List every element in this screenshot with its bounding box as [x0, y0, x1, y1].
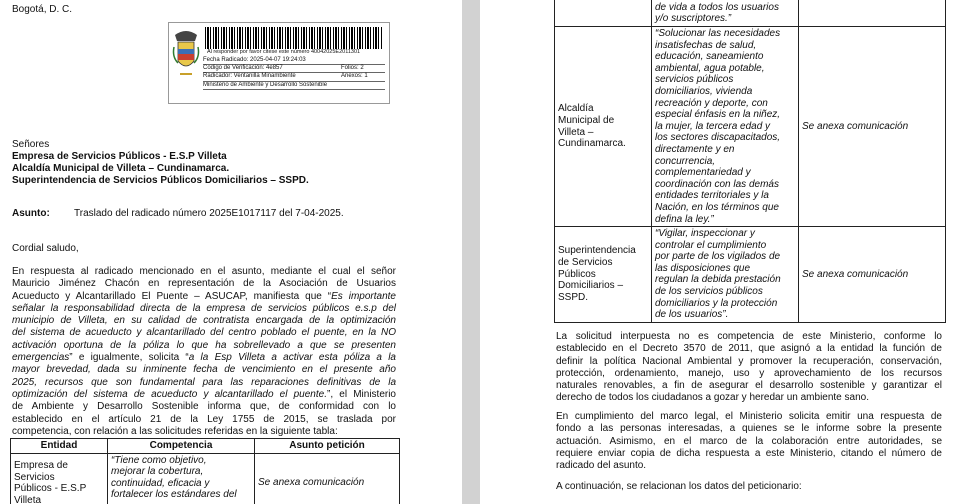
cell-line: Municipal de [558, 114, 615, 126]
header-competencia: Competencia [108, 439, 255, 454]
body-line: establecido en el artículo 21 de la Ley 1755 de 2015, se traslada por [12, 413, 396, 425]
cell-line: concurrencia, [655, 155, 716, 167]
cell-line: Villeta [14, 494, 42, 504]
cell-line: domiciliarios, vivienda [655, 85, 753, 97]
body-line: establecido en el Decreto 3570 de 2011, que asignó a la entidad la función de [556, 343, 942, 355]
barcode-caption: Al responder por favor citese este número 40042025E2011301 [207, 49, 361, 55]
body-line: Acueducto y Alcantarillado El Puente – ASUCAP, manifiesta que “Es importante [12, 290, 396, 302]
cell-line: “Tiene como objetivo, [111, 454, 207, 466]
stamp-folios: Folios: 2 [341, 65, 364, 72]
cell-line: los sectores discapacitados, [655, 132, 781, 144]
cell-line: continuidad, eficacia y [111, 477, 210, 489]
cell-line: defina la ley.” [655, 213, 714, 225]
body-line: señalar la responsabilidad directa de la empresa de servicios públicos e.s.p del [12, 302, 396, 314]
cell-line: insatisfechas de salud, [655, 39, 757, 51]
cell-line: Servicios [14, 471, 55, 483]
barcode [205, 27, 383, 49]
body-line: de Ambiente y Desarrollo Sostenible informa que, de conformidad con lo [12, 401, 396, 413]
table-row [555, 27, 946, 227]
cell-asunto: Se anexa comunicación [799, 227, 946, 323]
body-line: radicado del asunto. [556, 460, 647, 472]
body-line: En respuesta al radicado mencionado en el asunto, mediante el cual el señor [12, 266, 396, 277]
recipient-2: Alcaldía Municipal de Villeta – Cundinamarca. [12, 163, 230, 174]
cell-competencia [652, 27, 799, 227]
body-line: actuación. Asimismo, en el marco de la colaboración entre autoridades, se [556, 435, 942, 447]
recipient-3: Superintendencia de Servicios Públicos Domiciliarios – SSPD. [12, 175, 309, 186]
cell-line: ambiental, agua potable, [655, 62, 765, 74]
cell-line: la mujer, la tercera edad y [655, 120, 771, 132]
table-row [555, 0, 946, 27]
table-row [11, 453, 400, 504]
document-page-left [0, 0, 462, 504]
asunto-text: Traslado del radicado número 2025E1017117 del 7-04-2025. [74, 208, 344, 219]
cell-line: controlar el cumplimiento [655, 239, 767, 251]
paragraph-cumplimiento [556, 411, 942, 472]
cell-line: Nación, en los términos que [655, 201, 779, 213]
cell-line: recreación y deporte, con [655, 97, 768, 109]
body-line: emergencias” e igualmente, solicita “a la Esp Villeta a activar esta póliza a la [12, 352, 396, 364]
stamp-codigo-row [203, 65, 385, 73]
cell-line: y/o suscriptores.” [655, 13, 732, 25]
stamp-codigo: Codigo de Verificación: 4e857 [203, 65, 283, 72]
cell-line: Alcaldía [558, 103, 594, 115]
cell-entidad [555, 27, 652, 227]
body-line: mayor brevedad, dada su inminente fecha de vencimiento en el presente año [12, 364, 396, 376]
cell-line: las disposiciones que [655, 262, 751, 274]
cell-line: entidades territoriales y la [655, 190, 769, 202]
body-paragraph [12, 266, 396, 438]
cell-line: fortalecer los estándares del [111, 489, 237, 501]
cell-line: Superintendencia [558, 245, 636, 257]
body-line: activación oportuna de la póliza lo que ha sobrellevado a que se presenten [12, 339, 396, 351]
body-line: En cumplimiento del marco legal, el Ministerio solicita emitir una respuesta de [556, 411, 942, 422]
stamp-radicador: Radicador: Ventanilla Minambiente [203, 73, 296, 80]
header-entidad: Entidad [11, 439, 108, 454]
stamp-anexos: Anexos: 1 [341, 73, 368, 80]
greeting: Cordial saludo, [12, 243, 79, 254]
cell-line: “Vigilar, inspeccionar y [655, 228, 755, 240]
stamp-info [203, 57, 385, 90]
cell-asunto: Se anexa comunicación [799, 27, 946, 227]
cell-line: “Solucionar las necesidades [655, 28, 781, 39]
coat-of-arms-icon [171, 27, 201, 87]
cell-line: de los usuarios”. [655, 309, 729, 321]
body-line: derecho de todos los ciudadanos a gozar y heredar un ambiente sano. [556, 392, 869, 404]
body-line: protección, ordenamiento, manejo, uso y aprovechamiento de los recursos [556, 367, 942, 379]
cell-line: mejorar la cobertura, [111, 466, 204, 478]
cell-competencia [652, 0, 799, 27]
body-line: optimización del sistema de acueducto y alcantarillado el puente.”, el Ministerio [12, 388, 396, 400]
cell-line: especial énfasis en la niñez, [655, 109, 781, 121]
cell-line: Cundinamarca. [558, 138, 626, 150]
cell-line: coordinación con las demás [655, 178, 779, 190]
cell-line: servicios públicos [655, 74, 734, 86]
stamp-fecha: Fecha Radicado: 2025-04-07 19:24:03 [203, 57, 385, 65]
body-line: Mauricio Jiménez Chacón en representación de la Asociación de Usuarios [12, 278, 396, 290]
body-line: requiere enviar copia de dicha respuesta a este Ministerio, citando el número de [556, 447, 942, 459]
paragraph-peticionario: A continuación, se relacionan los datos del peticionario: [556, 481, 802, 492]
body-line: 2025, recursos que son fundamental para las reparaciones definitivas de la [12, 376, 396, 388]
traslado-table-part2 [554, 0, 946, 323]
header-asunto: Asunto petición [255, 439, 400, 454]
cell-line: regulan la debida prestación [655, 274, 781, 286]
body-line: fondo a las personas interesadas, a quienes se le informe sobre la presente [556, 423, 942, 435]
cell-line: por parte de los vigilados de [655, 251, 781, 263]
table-row [555, 227, 946, 323]
table-header-row [11, 439, 400, 454]
radicado-stamp [168, 22, 390, 104]
body-line: del sistema de acueducto y alcantarillado del centro poblado el puente, en la NO [12, 327, 396, 339]
body-line: competencia, con relación a las solicitudes referidas en la siguiente tabla: [12, 425, 338, 437]
body-line: definir la política Nacional Ambiental y promover la recuperación, conservación, [556, 355, 942, 367]
cell-line: Domiciliarios – [558, 280, 624, 292]
cell-line: complementariedad y [655, 167, 751, 179]
city-line: Bogotá, D. C. [12, 4, 73, 15]
cell-line: directamente y en [655, 143, 735, 155]
cell-line: de Servicios [558, 257, 613, 269]
stamp-ministerio: Ministerio de Ambiente y Desarrollo Sostenible [203, 82, 385, 90]
cell-line: Villeta – [558, 126, 594, 138]
body-line: La solicitud interpuesta no es competencia de este Ministerio, conforme lo [556, 331, 942, 342]
salutation-to: Señores [12, 139, 50, 150]
cell-line: Empresa de [14, 459, 68, 471]
cell-line: de vida a todos los usuarios [655, 1, 779, 13]
cell-competencia [108, 453, 255, 504]
cell-line: educación, saneamiento [655, 51, 764, 63]
paragraph-competencia [556, 331, 942, 405]
stamp-radicador-row [203, 73, 385, 81]
cell-asunto-empty [799, 0, 946, 27]
cell-line: Públicos - E.S.P [14, 483, 87, 495]
document-page-right [480, 0, 960, 504]
cell-line: Públicos [558, 268, 596, 280]
cell-entidad [11, 453, 108, 504]
cell-line: SSPD. [558, 291, 589, 303]
cell-competencia [652, 227, 799, 323]
cell-entidad-empty [555, 0, 652, 27]
cell-line: domiciliarios y la protección [655, 297, 778, 309]
recipient-1: Empresa de Servicios Públicos - E.S.P Villeta [12, 151, 227, 162]
body-line: municipio de Villeta, en su calidad de contratista encargada de la optimización [12, 315, 396, 327]
asunto-label: Asunto: [12, 208, 50, 219]
cell-asunto: Se anexa comunicación [255, 453, 400, 504]
cell-line: de los servicios públicos [655, 286, 763, 298]
cell-entidad [555, 227, 652, 323]
traslado-table-part1 [10, 438, 400, 504]
body-line: naturales renovables, a fin de asegurar el desarrollo sostenible y garantizar el [556, 380, 942, 392]
